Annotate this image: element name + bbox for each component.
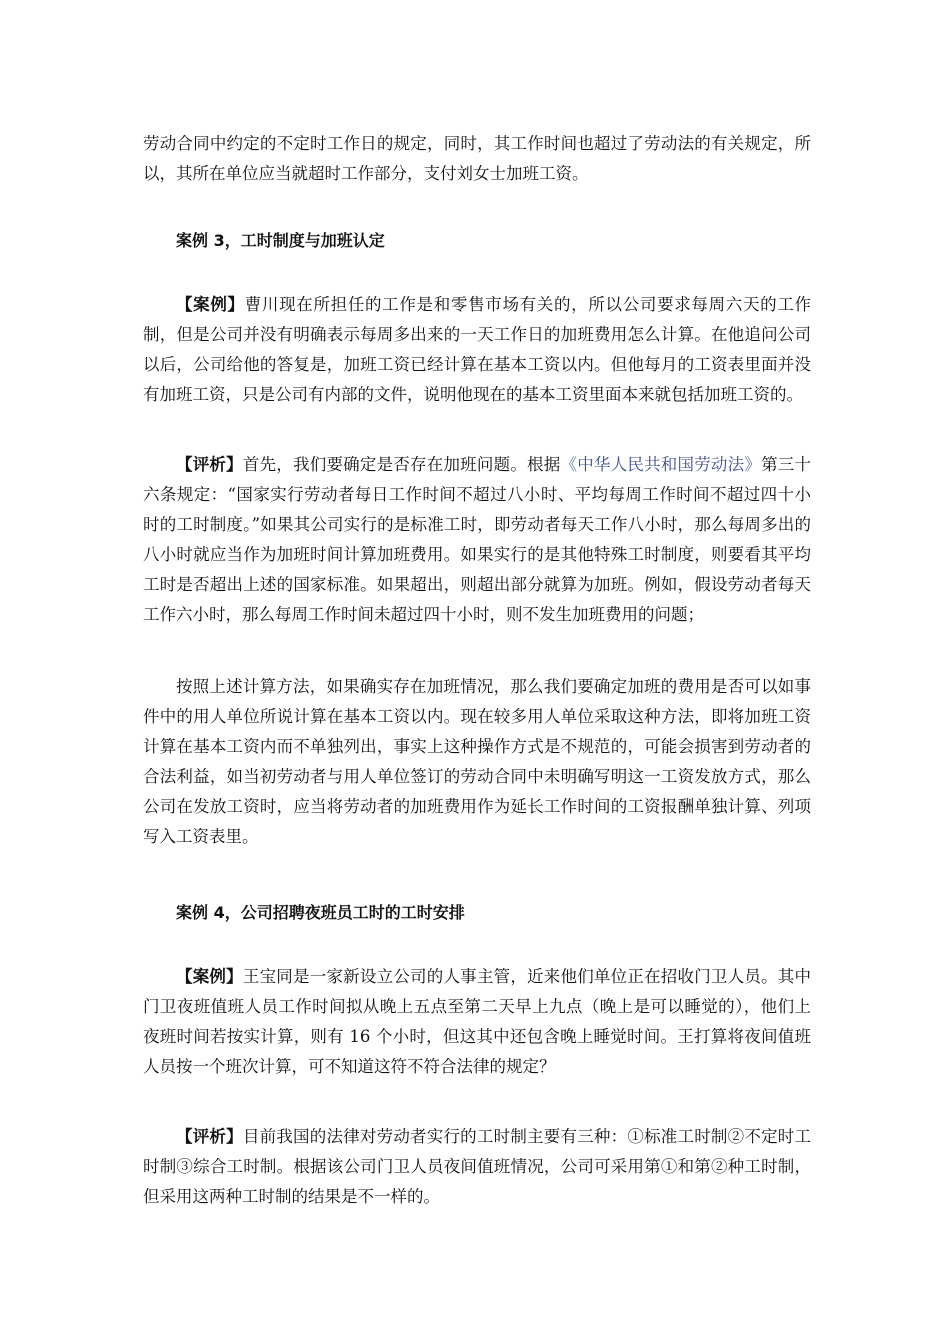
case3-analysis-label: 【评析】 <box>176 455 243 474</box>
labor-law-link[interactable]: 《中华人民共和国劳动法》 <box>560 455 762 474</box>
case4-case-label: 【案例】 <box>176 967 243 986</box>
continuation-paragraph: 劳动合同中约定的不定时工作日的规定，同时，其工作时间也超过了劳动法的有关规定，所以，其所在单位应当就超时工作部分，支付刘女士加班工资。 <box>143 134 811 183</box>
case3-case-text: 曹川现在所担任的工作是和零售市场有关的，所以公司要求每周六天的工作制，但是公司并没有明确表示每周多出来的一天工作日的加班费用怎么计算。在他追问公司以后，公司给他的答复是，加班工资已经计算在基本工资以内。但他每月的工资表里面并没有加班工资，只是公司有内部的文件，说明他现在的基本工资里面本来就包括加班工资的。 <box>143 295 812 404</box>
case3-analysis-paragraph-2: 按照上述计算方法，如果确实存在加班情况，那么我们要确定加班的费用是否可以如事件中的用人单位所说计算在基本工资以内。现在较多用人单位采取这种方法，即将加班工资计算在基本工资内而不单独列出，事实上这种操作方式是不规范的，可能会损害到劳动者的合法利益，如当初劳动者与用人单位签订的劳动合同中未明确写明这一工资发放方式，那么公司在发放工资时，应当将劳动者的加班费用作为延长工作时间的工资报酬单独计算、列项写入工资表里。 <box>143 677 811 846</box>
case4-analysis-paragraph <box>143 1122 811 1212</box>
case4-analysis-text: 目前我国的法律对劳动者实行的工时制主要有三种：①标准工时制②不定时工时制③综合工时制。根据该公司门卫人员夜间值班情况，公司可采用第①和第②种工时制，但采用这两种工时制的结果是不一样的。 <box>143 1127 812 1206</box>
case4-analysis-label: 【评析】 <box>176 1127 243 1146</box>
case3-case-label: 【案例】 <box>176 295 245 314</box>
case3-case-paragraph <box>143 290 811 410</box>
case3-heading: 案例 3，工时制度与加班认定 <box>176 231 385 250</box>
case3-analysis-post: 第三十六条规定：“国家实行劳动者每日工作时间不超过八小时、平均每周工作时间不超过四十小时的工时制度。”如果其公司实行的是标准工时，即劳动者每天工作八小时，那么每周多出的八小时就应当作为加班时间计算加班费用。如果实行的是其他特殊工时制度，则要看其平均工时是否超出上述的国家标准。如果超出，则超出部分就算为加班。例如，假设劳动者每天工作六小时，那么每周工作时间未超过四十小时，则不发生加班费用的问题； <box>143 455 812 624</box>
case4-case-text: 王宝同是一家新设立公司的人事主管，近来他们单位正在招收门卫人员。其中门卫夜班值班人员工作时间拟从晚上五点至第二天早上九点（晚上是可以睡觉的），他们上夜班时间若按实计算，则有 16 个小时，但这其中还包含晚上睡觉时间。王打算将夜间值班人员按一个班次计算，可不知道这符不符合法律的规定？ <box>143 967 812 1076</box>
case4-case-paragraph <box>143 962 811 1082</box>
case3-analysis-paragraph <box>143 450 811 630</box>
case4-heading: 案例 4，公司招聘夜班员工时的工时安排 <box>176 903 465 922</box>
case3-analysis-pre: 首先，我们要确定是否存在加班问题。根据 <box>242 455 561 474</box>
